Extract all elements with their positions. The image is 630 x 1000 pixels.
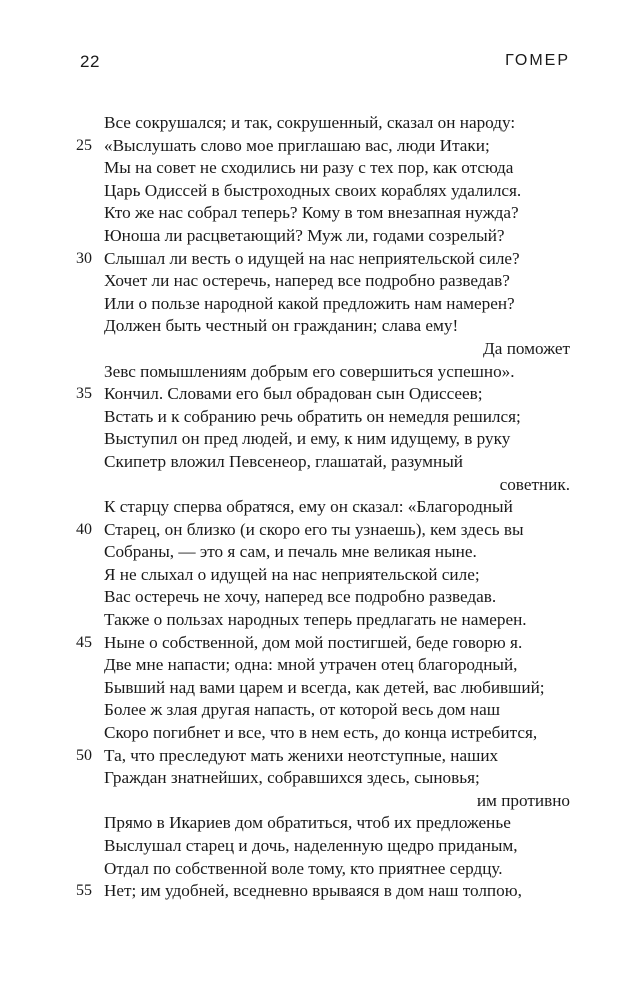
running-title: ГОМЕР [505,52,570,69]
verse-line [104,180,570,203]
verse-line [104,790,570,813]
verse-line [104,338,570,361]
verse-line [104,428,570,451]
verse-line [104,496,570,519]
line-text: им противно [476,790,570,810]
line-text: Старец, он близко (и скоро его ты узнаешь), кем здесь вы [104,519,524,539]
line-text: Также о пользах народных теперь предлагать не намерен. [104,610,527,630]
verse-line [104,677,570,700]
verse-line [76,745,570,768]
verse-line [104,451,570,474]
line-text: Или о пользе народной какой предложить нам намерен? [104,293,515,313]
line-number: 50 [76,746,92,764]
verse-line [76,135,570,158]
verse-line [104,858,570,881]
line-text: Кончил. Словами его был обрадован сын Одиссеев; [104,384,483,404]
line-text: Мы на совет не сходились ни разу с тех пор, как отсюда [104,158,514,178]
verse-line [104,112,570,135]
line-text: Встать и к собранию речь обратить он немедля решился; [104,406,521,426]
verse-line [76,632,570,655]
line-text: Более ж злая другая напасть, от которой весь дом наш [104,700,500,720]
line-text: Нет; им удобней, вседневно врываяся в дом наш толпою, [104,881,522,901]
line-text: Две мне напасти; одна: мной утрачен отец благородный, [104,655,518,675]
line-text: Ныне о собственной, дом мой постигшей, беде говорю я. [104,632,523,652]
verse-line [104,767,570,790]
line-number: 25 [76,136,92,154]
line-number: 45 [76,633,92,651]
verse-line [104,812,570,835]
line-text: «Выслушать слово мое приглашаю вас, люди Итаки; [104,135,490,155]
line-text: советник. [499,474,570,494]
line-text: Скипетр вложил Певсенеор, глашатай, разумный [104,451,463,471]
verse-line [104,270,570,293]
verse-line [76,880,570,903]
verse-line [104,541,570,564]
line-text: Я не слыхал о идущей на нас неприятельской силе; [104,564,480,584]
line-text: Да поможет [483,338,570,358]
verse-line [104,315,570,338]
verse-line [104,361,570,384]
verse-line [104,564,570,587]
line-text: Должен быть честный он гражданин; слава ему! [104,316,459,336]
line-text: Собраны, — это я сам, и печаль мне великая ныне. [104,542,477,562]
line-text: Юноша ли расцветающий? Муж ли, годами созрелый? [104,225,505,245]
line-text: Выступил он пред людей, и ему, к ним идущему, в руку [104,429,511,449]
line-text: Царь Одиссей в быстроходных своих кораблях удалился. [104,180,522,200]
verse-line [104,699,570,722]
verse-line [104,654,570,677]
line-text: Та, что преследуют мать женихи неотступные, наших [104,745,499,765]
line-text: Слышал ли весть о идущей на нас неприятельской силе? [104,248,520,268]
line-text: Граждан знатнейших, собравшихся здесь, сыновья; [104,768,480,788]
line-number: 55 [76,882,92,900]
verse-line [104,722,570,745]
page-number: 22 [80,52,100,71]
line-text: Выслушал старец и дочь, наделенную щедро приданым, [104,836,518,855]
verse-line [104,406,570,429]
line-number: 35 [76,385,92,403]
line-text: Вас остеречь не хочу, наперед все подробно разведав. [104,587,497,607]
line-text: Хочет ли нас остеречь, наперед все подробно разведав? [104,271,510,291]
verse-line [76,519,570,542]
line-text: Скоро погибнет и все, что в нем есть, до конца истребится, [104,723,538,743]
verse-line [104,225,570,248]
line-text: К старцу сперва обратяся, ему он сказал: «Благородный [104,497,513,517]
line-text: Отдал по собственной воле тому, кто приятнее сердцу. [104,858,503,878]
line-number: 40 [76,520,92,538]
verse-line [76,383,570,406]
verse-line [104,586,570,609]
verse-line [104,157,570,180]
verse-line [104,609,570,632]
verse-line [104,835,570,858]
verse-line [104,202,570,225]
line-text: Бывший над вами царем и всегда, как детей, вас любивший; [104,677,545,697]
verse-line [76,248,570,271]
line-text: Все сокрушался; и так, сокрушенный, сказал он народу: [104,113,516,132]
verse-line [104,293,570,316]
line-text: Прямо в Икариев дом обратиться, чтоб их предложенье [104,813,511,833]
line-number: 30 [76,249,92,267]
poem-text [76,112,570,903]
line-text: Кто же нас собрал теперь? Кому в том внезапная нужда? [104,203,519,223]
verse-line [104,474,570,497]
line-text: Зевс помышлениям добрым его совершиться успешно». [104,361,515,381]
